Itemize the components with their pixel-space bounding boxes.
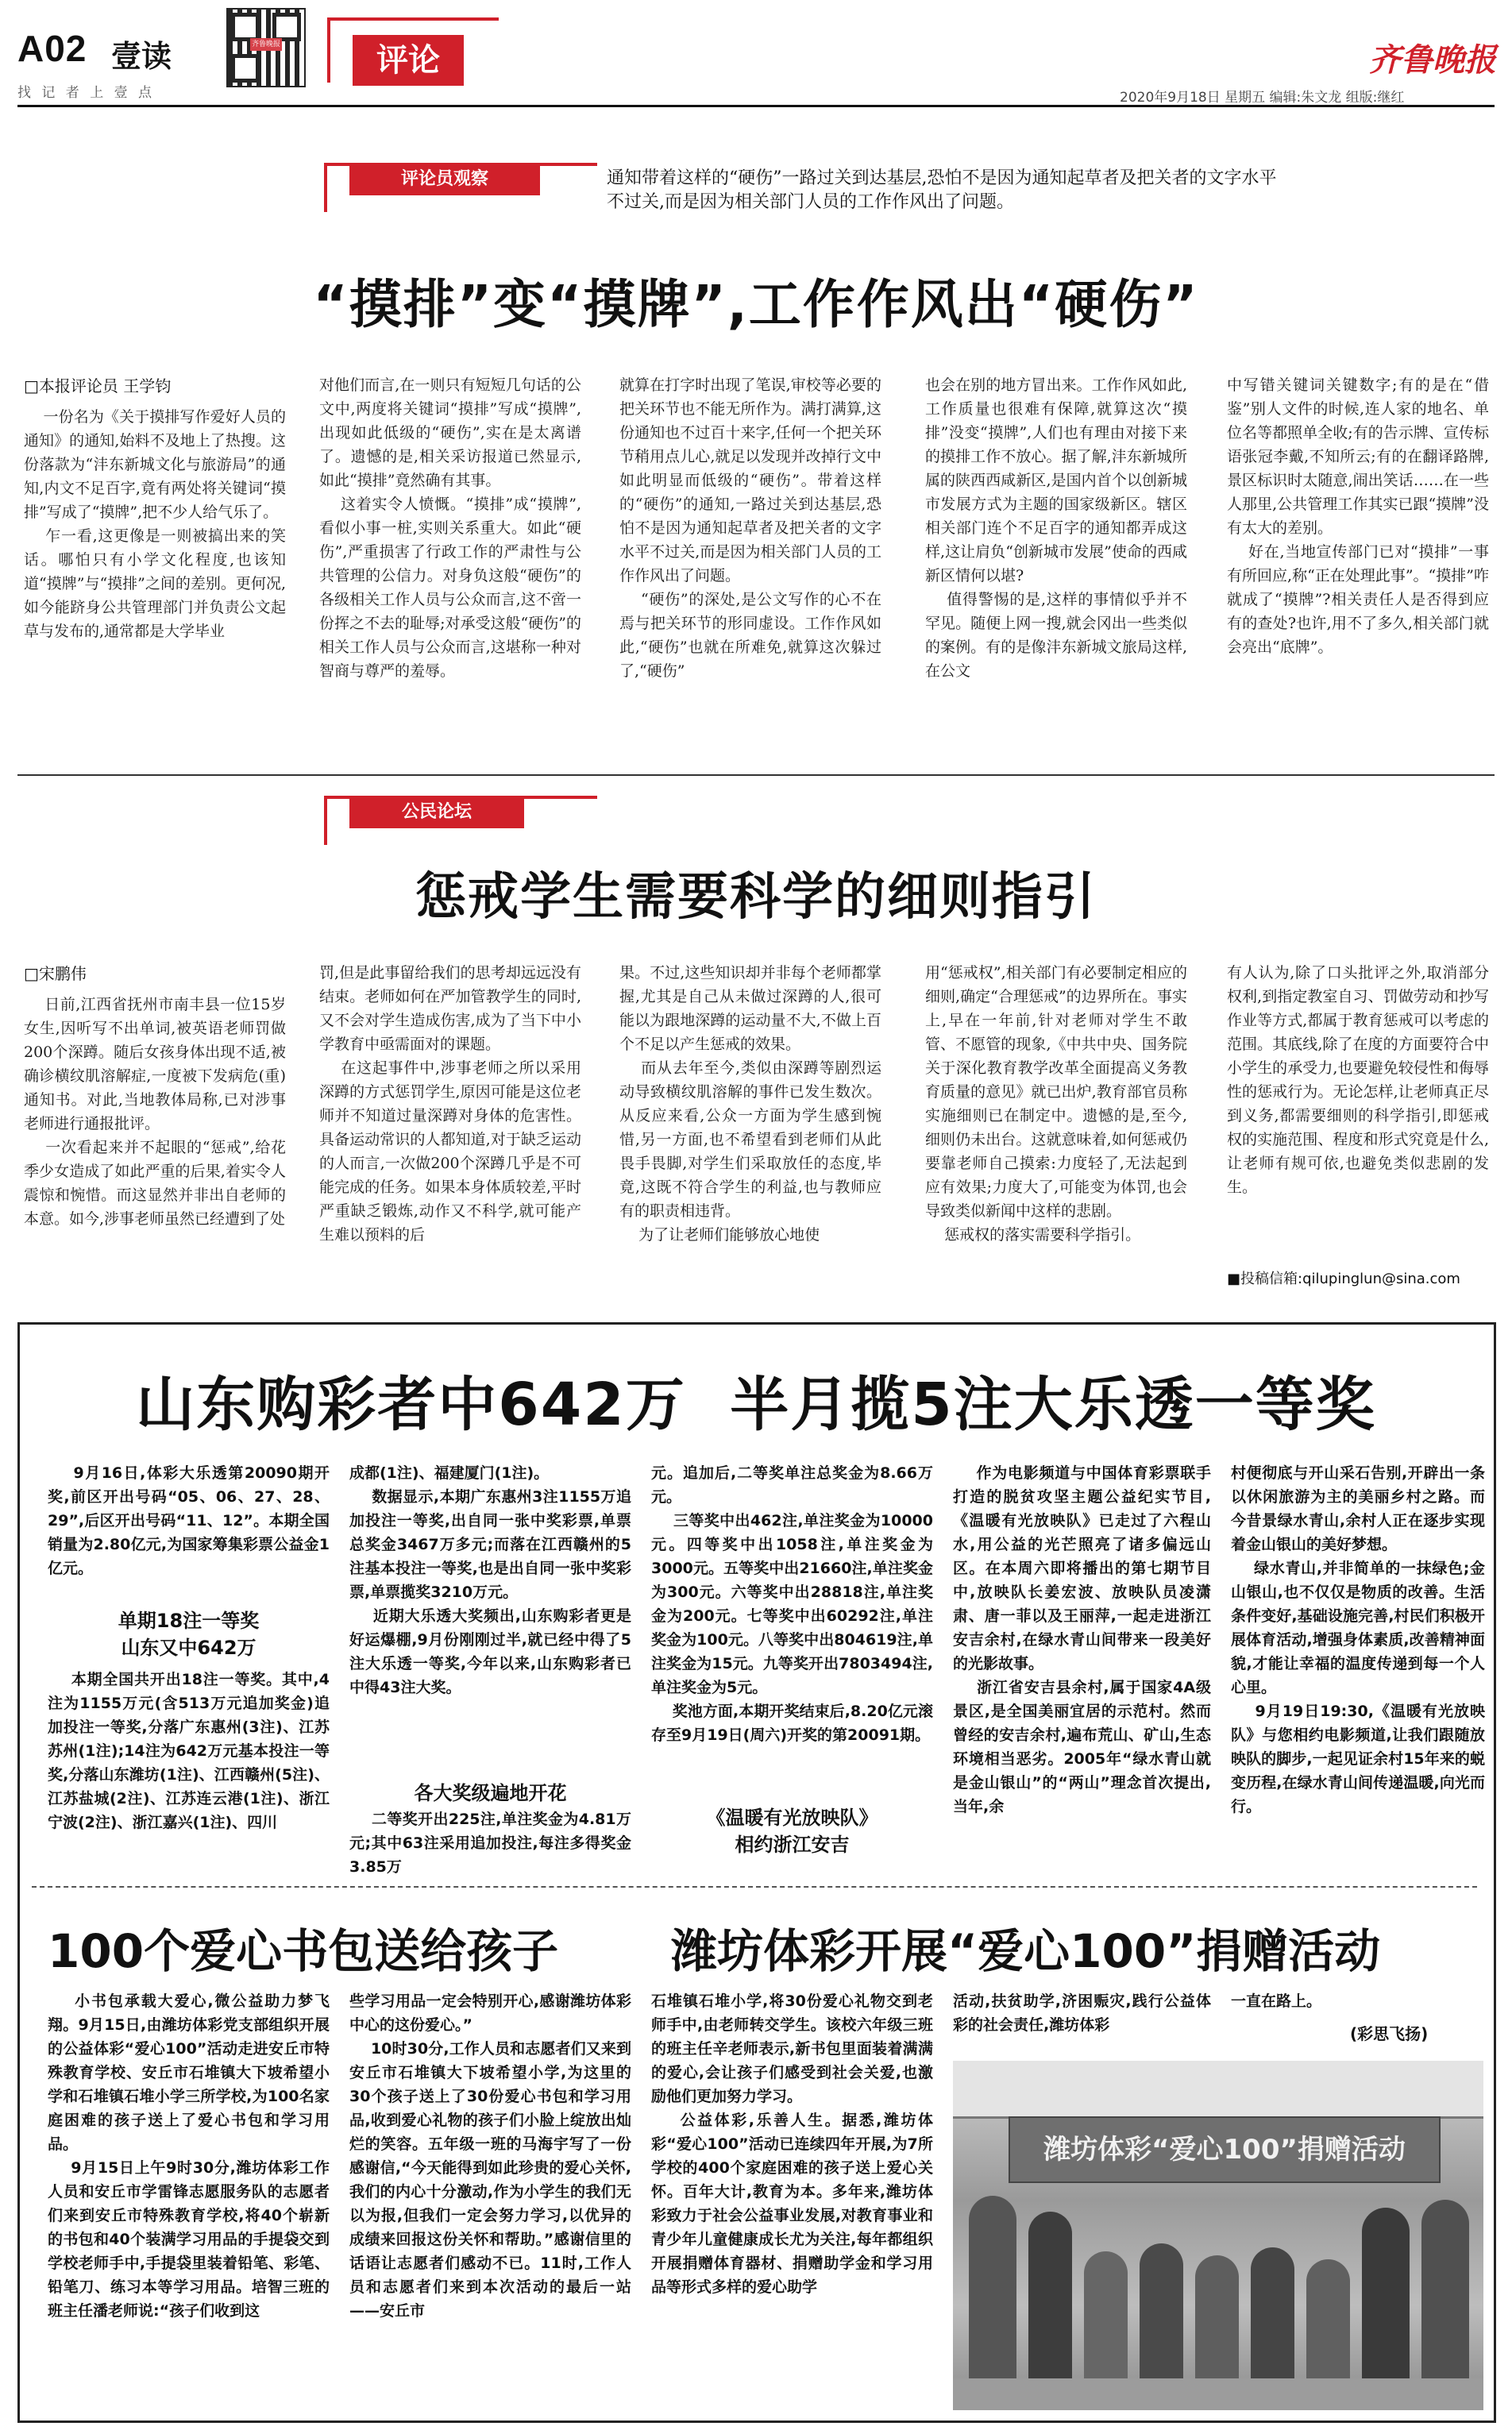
header-rule	[17, 105, 1495, 107]
article3-subhead-1: 单期18注一等奖 山东又中642万	[118, 1610, 260, 1659]
lottery-divider	[32, 1886, 1477, 1888]
photo-banner	[1009, 2116, 1441, 2183]
article3-title: 山东购彩者中642万 半月揽5注大乐透一等奖	[136, 1371, 1376, 1439]
article1-col-2: 对他们而言,在一则只有短短几句话的公文中,两度将关键词“摸排”写成“摸牌”,出现如此低级的“硬伤”,实在是太离谱了。遗憾的是,相关采访报道已然显示,如此“摸排”竟然确有其事。 这着实令人愤慨。“摸排”成“摸牌”,看似小事一桩,实则关系重大。如此“硬伤”,严重损害了行政工作的严肃性与公共管理的公信力。对身负这般“硬伤”的各级相关工作人员与公众而言,这不啻一份挥之不去的耻辱;对承受这般“硬伤”的相关工作人员与公众而言,这堪称一种对智商与尊严的羞辱。	[319, 376, 581, 680]
article4-title-left: 100个爱心书包送给孩子	[48, 1924, 559, 1978]
photo-ground	[953, 2378, 1483, 2410]
article4-col-3: 石堆镇石堆小学,将30份爱心礼物交到老师手中,由老师转交学生。该校六年级三班的班主任辛老师表示,新书包里面装着满满的爱心,会让孩子们感受到社会关爱,也激励他们更加努力学习。 公益体彩,乐善人生。据悉,潍坊体彩“爱心100”活动已连续四年开展,为7所学校的400个家庭困难的孩子送上爱心关怀。百年大计,教育为本。多年来,潍坊体彩致力于社会公益事业发展,对教育事业和青少年儿童健康成长尤为关注,每年都组织开展捐赠体育器材、捐赠助学金和学习用品等形式多样的爱心助学	[651, 1992, 933, 2296]
article4-col-5: 一直在路上。	[1231, 1992, 1322, 2010]
article2-col-1: 日前,江西省抚州市南丰县一位15岁女生,因听写不出单词,被英语老师罚做200个深蹲。随后女孩身体出现不适,被确诊横纹肌溶解症,一度被下发病危(重)通知书。对此,当地教体局称,已对涉事老师进行通报批评。 一次看起来并不起眼的“惩戒”,给花季少女造成了如此严重的后果,着实令人震惊和惋惜。而这显然并非出自老师的本意。如今,涉事老师虽然已经遭到了处	[24, 996, 286, 1228]
article3-col-2b: 二等奖开出225注,单注奖金为4.81万元;其中63注采用追加投注,每注多得奖金3.85万	[349, 1811, 631, 1876]
article1-col-1: 一份名为《关于摸排写作爱好人员的通知》的通知,始料不及地上了热搜。这份落款为“沣东新城文化与旅游局”的通知,内文不足百字,竟有两处将关键词“摸排”写成了“摸牌”,把不少人给气乐了。 乍一看,这更像是一则被搞出来的笑话。哪怕只有小学文化程度,也该知道“摸牌”与“摸排”之间的差别。更何况,如今能跻身公共管理部门并负责公文起草与发布的,通常都是大学毕业	[24, 408, 286, 640]
article4-title-right: 潍坊体彩开展“爱心100”捐赠活动	[671, 1924, 1381, 1978]
article1-title: “摸排”变“摸牌”,工作作风出“硬伤”	[313, 274, 1199, 335]
article1-col-5: 中写错关键词关键数字;有的是在“借鉴”别人文件的时候,连人家的地名、单位名等都照单全收;有的告示牌、宣传标语张冠李戴,不知所云;有的在翻译路牌,景区标识时太随意,闹出笑话……在一些人那里,公共管理工作其实已跟“摸牌”没有太大的差别。 好在,当地宣传部门已对“摸排”一事有所回应,称“正在处理此事”。“摸排”咋就成了“摸牌”?相关责任人是否得到应有的查处?也许,用不了多久,相关部门就会亮出“底牌”。	[1227, 376, 1489, 656]
article3-col-1b: 本期全国共开出18注一等奖。其中,4注为1155万元(含513万元追加奖金)追加投注一等奖,分落广东惠州(3注)、江苏苏州(1注);14注为642万元基本投注一等奖,分落山东潍坊(1注)、江西赣州(5注)、江苏盐城(2注)、江苏连云港(1注)、浙江宁波(2注)、浙江嘉兴(1注)、四川	[48, 1671, 330, 1831]
article4-col-1: 小书包承载大爱心,微公益助力梦飞翔。9月15日,由潍坊体彩党支部组织开展的公益体彩“爱心100”活动走进安丘市特殊教育学校、安丘市石堆镇大下坡希望小学和石堆镇石堆小学三所学校,为100名家庭困难的孩子送上了爱心书包和学习用品。 9月15日上午9时30分,潍坊体彩工作人员和安丘市学雷锋志愿服务队的志愿者们来到安丘市特殊教育学校,将40个崭新的书包和40个装满学习用品的手提袋交到学校老师手中,手提袋里装着铅笔、彩笔、铅笔刀、练习本等学习用品。培智三班的班主任潘老师说:“孩子们收到这	[48, 1992, 330, 2320]
article1-byline: □本报评论员 王学钧	[24, 376, 172, 395]
section-name: 壹读	[111, 39, 172, 74]
article4-col-2: 些学习用品一定会特别开心,感谢潍坊体彩中心的这份爱心。” 10时30分,工作人员和志愿者们又来到安丘市石堆镇大下坡希望小学,为这里的30个孩子送上了30份爱心书包和学习用品,收到爱心礼物的孩子们小脸上绽放出灿烂的笑容。五年级一班的马海宇写了一份感谢信,“今天能得到如此珍贵的爱心关怀,我们的内心十分激动,作为小学生的我们无以为报,但我们一定会努力学习,以优异的成绩来回报这份关怀和帮助。”感谢信里的话语让志愿者们感动不已。11时,工作人员和志愿者们来到本次活动的最后一站——安丘市	[349, 1992, 631, 2320]
article3-subhead-2: 各大奖级遍地开花	[414, 1782, 567, 1804]
article3-col-3: 元。追加后,二等奖单注总奖金为8.66万元。 三等奖中出462注,单注奖金为10000元。四等奖中出1058注,单注奖金为3000元。五等奖中出21660注,单注奖金为300元。六等奖中出28818注,单注奖金为200元。七等奖中出60292注,单注奖金为100元。八等奖中出804619注,单注奖金为15元。九等奖开出7803494注,单注奖金为5元。 奖池方面,本期开奖结束后,8.20亿元滚存至9月19日(周六)开奖的第20091期。	[651, 1464, 933, 1744]
article2-tag: 公民论坛	[349, 797, 524, 828]
masthead-logo: 齐鲁晚报	[1369, 41, 1496, 79]
article3-col-5: 村便彻底与开山采石告别,开辟出一条以休闲旅游为主的美丽乡村之路。而今昔景绿水青山,余村人正在逐步实现着金山银山的美好梦想。 绿水青山,并非简单的一抹绿色;金山银山,也不仅仅是物质的改善。生活条件变好,基础设施完善,村民们积极开展体育活动,增强身体素质,改善精神面貌,才能让幸福的温度传递到每一个人心里。 9月19日19:30,《温暖有光放映队》与您相约电影频道,让我们跟随放映队的脚步,一起见证余村15年来的蜕变历程,在绿水青山间传递温暖,向光而行。	[1231, 1464, 1485, 1815]
article2-col-4: 用“惩戒权”,相关部门有必要制定相应的细则,确定“合理惩戒”的边界所在。事实上,早在一年前,针对老师对学生不敢管、不愿管的现象,《中共中央、国务院关于深化教育教学改革全面提高义务教育质量的意见》就已出炉,教育部官员称实施细则已在制定中。遗憾的是,至今,细则仍未出台。这就意味着,如何惩戒仍要靠老师自己摸索:力度轻了,无法起到应有效果;力度大了,可能变为体罚,也会导致类似新闻中这样的悲剧。 惩戒权的落实需要科学指引。	[925, 964, 1187, 1244]
article4-credit: (彩思飞扬)	[1350, 2024, 1429, 2043]
column-label: 评论	[353, 35, 464, 86]
date-editor-line: 2020年9月18日 星期五 编辑:朱文龙 组版:继红	[1120, 90, 1405, 106]
article3-subhead-3: 《温暖有光放映队》 相约浙江安吉	[706, 1807, 878, 1856]
article2-col-3: 果。不过,这些知识却并非每个老师都掌握,尤其是自己从未做过深蹲的人,很可能以为跟地深蹲的运动量不大,不做上百个不足以产生惩戒的效果。 而从去年至今,类似由深蹲等剧烈运动导致横纹肌溶解的事件已发生数次。从反应来看,公众一方面为学生感到惋惜,另一方面,也不希望看到老师们从此畏手畏脚,对学生们采取放任的态度,毕竟,这既不符合学生的利益,也与教师应有的职责相违背。 为了让老师们能够放心地使	[619, 964, 881, 1244]
article1-tag: 评论员观察	[349, 164, 540, 195]
qr-center-label: 齐鲁晚报	[250, 38, 282, 51]
article2-col-5: 有人认为,除了口头批评之外,取消部分权利,到指定教室自习、罚做劳动和抄写作业等方式,都属于教育惩戒可以考虑的范围。其底线,除了在度的方面要符合中小学生的承受力,也要避免较侵性和侮辱性的惩戒行为。无论怎样,让老师真正尽到义务,都需要细则的科学指引,即惩戒权的实施范围、程度和形式究竟是什么,让老师有规可依,也避免类似悲剧的发生。	[1227, 964, 1489, 1196]
article2-title: 惩戒学生需要科学的细则指引	[415, 868, 1097, 927]
article3-col-2a: 成都(1注)、福建厦门(1注)。 数据显示,本期广东惠州3注1155万追加投注一等奖,出自同一张中奖彩票,单票总奖金3467万多元;而落在江西赣州的5注基本投注一等奖,也是出自同一张中奖彩票,单票揽奖3210万元。 近期大乐透大奖频出,山东购彩者更是好运爆棚,9月份刚刚过半,就已经中得了5注大乐透一等奖,今年以来,山东购彩者已中得43注大奖。	[349, 1464, 631, 1696]
qr-code[interactable]	[226, 8, 306, 87]
article2-byline: □宋鹏伟	[24, 964, 87, 983]
article3-col-1a: 9月16日,体彩大乐透第20090期开奖,前区开出号码“05、06、27、28、29”,后区开出号码“11、12”。本期全国销量为2.80亿元,为国家筹集彩票公益金1亿元。	[48, 1464, 330, 1577]
article3-col-4: 作为电影频道与中国体育彩票联手打造的脱贫攻坚主题公益纪实节目,《温暖有光放映队》已走过了六程山水,用公益的光芒照亮了诸多偏远山区。在本周六即将播出的第七期节目中,放映队长姜宏波、放映队员凌潇肃、唐一菲以及王丽萍,一起走进浙江安吉余村,在绿水青山间带来一段美好的光影故事。 浙江省安吉县余村,属于国家4A级景区,是全国美丽宜居的示范村。然而曾经的安吉余村,遍布荒山、矿山,生态环境相当恶劣。2005年“绿水青山就是金山银山”的“两山”理念首次提出,当年,余	[953, 1464, 1211, 1815]
photo-building	[953, 2061, 1483, 2119]
article2-col-2: 罚,但是此事留给我们的思考却远远没有结束。老师如何在严加管教学生的同时,又不会对学生造成伤害,成为了当下中小学教育中亟需面对的课题。 在这起事件中,涉事老师之所以采用深蹲的方式惩罚学生,原因可能是这位老师并不知道过量深蹲对身体的危害性。具备运动常识的人都知道,对于缺乏运动的人而言,一次做200个深蹲几乎是不可能完成的任务。如果本身体质较差,平时严重缺乏锻炼,动作又不科学,就可能产生难以预料的后	[319, 964, 581, 1244]
article1-col-3: 就算在打字时出现了笔误,审校等必要的把关环节也不能无所作为。满打满算,这份通知也不过百十来字,任何一个把关环节稍用点儿心,就足以发现并改掉行文中如此明显而低级的“硬伤”。带着这样的“硬伤”的通知,一路过关到达基层,恐怕不是因为通知起草者及把关者的文字水平不过关,而是因为相关部门人员的工作作风出了问题。 “硬伤”的深处,是公文写作的心不在焉与把关环节的形同虚设。工作作风如此,“硬伤”也就在所难免,就算这次躲过了,“硬伤”	[619, 376, 881, 680]
article1-lead: 通知带着这样的“硬伤”一路过关到达基层,恐怕不是因为通知起草者及把关者的文字水平不过关,而是因为相关部门人员的工作作风出了问题。	[607, 168, 1277, 212]
page-number: A02	[17, 28, 87, 69]
article2-contact[interactable]: ■投稿信箱:qilupinglun@sina.com	[1227, 1271, 1460, 1287]
header-slogan: 找 记 者 上 壹 点	[17, 85, 156, 101]
article4-col-4: 活动,扶贫助学,济困赈灾,践行公益体彩的社会责任,潍坊体彩	[953, 1992, 1211, 2034]
article1-col-4: 也会在别的地方冒出来。工作作风如此,工作质量也很难有保障,就算这次“摸排”没变“摸牌”,人们也有理由对接下来的摸排工作不放心。据了解,沣东新城所属的陕西西咸新区,是国内首个以创新城市发展方式为主题的国家级新区。辖区相关部门连个不足百字的通知都弄成这样,这让肩负“创新城市发展”使命的西咸新区情何以堪? 值得警惕的是,这样的事情似乎并不罕见。随便上网一搜,就会冈出一些类似的案例。有的是像沣东新城文旅局这样,在公文	[925, 376, 1187, 680]
article1-divider	[17, 774, 1495, 776]
event-photo	[953, 2061, 1483, 2410]
photo-banner-text: 潍坊体彩“爱心100”捐赠活动	[1043, 2134, 1406, 2166]
